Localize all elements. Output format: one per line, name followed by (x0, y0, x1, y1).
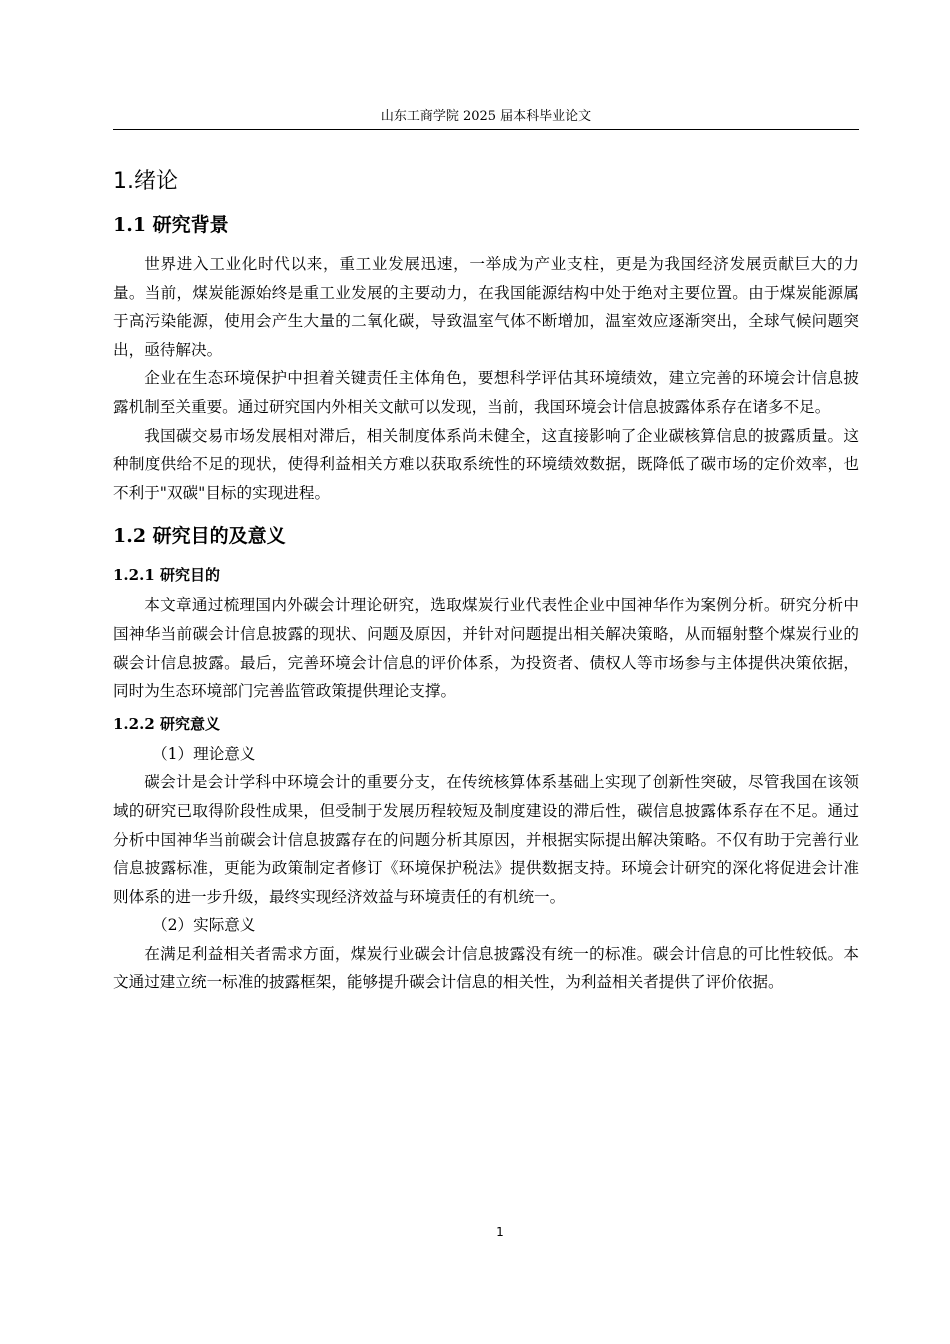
item-label-theory: （1）理论意义 (152, 744, 256, 763)
header-divider (113, 129, 859, 130)
main-content (113, 160, 859, 997)
paragraph: 我国碳交易市场发展相对滞后，相关制度体系尚未健全，这直接影响了企业碳核算信息的披露质量。这种制度供给不足的现状，使得利益相关方难以获取系统性的环境绩效数据，既降低了碳市场的定价效率，也不利于"双碳"目标的实现进程。 (113, 426, 859, 502)
running-header: 山东工商学院 2025 届本科毕业论文 (380, 109, 592, 124)
paragraph: 碳会计是会计学科中环境会计的重要分支，在传统核算体系基础上实现了创新性突破，尽管我国在该领域的研究已取得阶段性成果，但受制于发展历程较短及制度建设的滞后性，碳信息披露体系存在不足。通过分析中国神华当前碳会计信息披露存在的问题分析其原因，并根据实际提出解决策略。不仅有助于完善行业信息披露标准，更能为政策制定者修订《环境保护税法》提供数据支持。环境会计研究的深化将促进会计准则体系的进一步升级，最终实现经济效益与环境责任的有机统一。 (113, 773, 859, 906)
section-title-1-1: 1.1 研究背景 (113, 214, 229, 236)
section-title-1-2: 1.2 研究目的及意义 (113, 525, 286, 548)
chapter-title: 1.绪论 (113, 169, 178, 194)
subsection-title-1-2-1: 1.2.1 研究目的 (113, 566, 220, 585)
item-label-practice: （2）实际意义 (152, 916, 256, 935)
paragraph: 企业在生态环境保护中担着关键责任主体角色，要想科学评估其环境绩效，建立完善的环境会计信息披露机制至关重要。通过研究国内外相关文献可以发现，当前，我国环境会计信息披露体系存在诸多不足。 (113, 369, 859, 416)
paragraph: 本文章通过梳理国内外碳会计理论研究，选取煤炭行业代表性企业中国神华作为案例分析。研究分析中国神华当前碳会计信息披露的现状、问题及原因，并针对问题提出相关解决策略，从而辐射整个煤炭行业的碳会计信息披露。最后，完善环境会计信息的评价体系，为投资者、债权人等市场参与主体提供决策依据，同时为生态环境部门完善监管政策提供理论支撑。 (113, 596, 859, 701)
page-number: 1 (496, 1225, 504, 1239)
paragraph: 在满足利益相关者需求方面，煤炭行业碳会计信息披露没有统一的标准。碳会计信息的可比性较低。本文通过建立统一标准的披露框架，能够提升碳会计信息的相关性，为利益相关者提供了评价依据。 (113, 944, 859, 992)
subsection-title-1-2-2: 1.2.2 研究意义 (113, 714, 220, 733)
paragraph: 世界进入工业化时代以来，重工业发展迅速，一举成为产业支柱，更是为我国经济发展贡献巨大的力量。当前，煤炭能源始终是重工业发展的主要动力，在我国能源结构中处于绝对主要位置。由于煤炭能源属于高污染能源，使用会产生大量的二氧化碳，导致温室气体不断增加，温室效应逐渐突出，全球气候问题突出，亟待解决。 (113, 255, 859, 359)
